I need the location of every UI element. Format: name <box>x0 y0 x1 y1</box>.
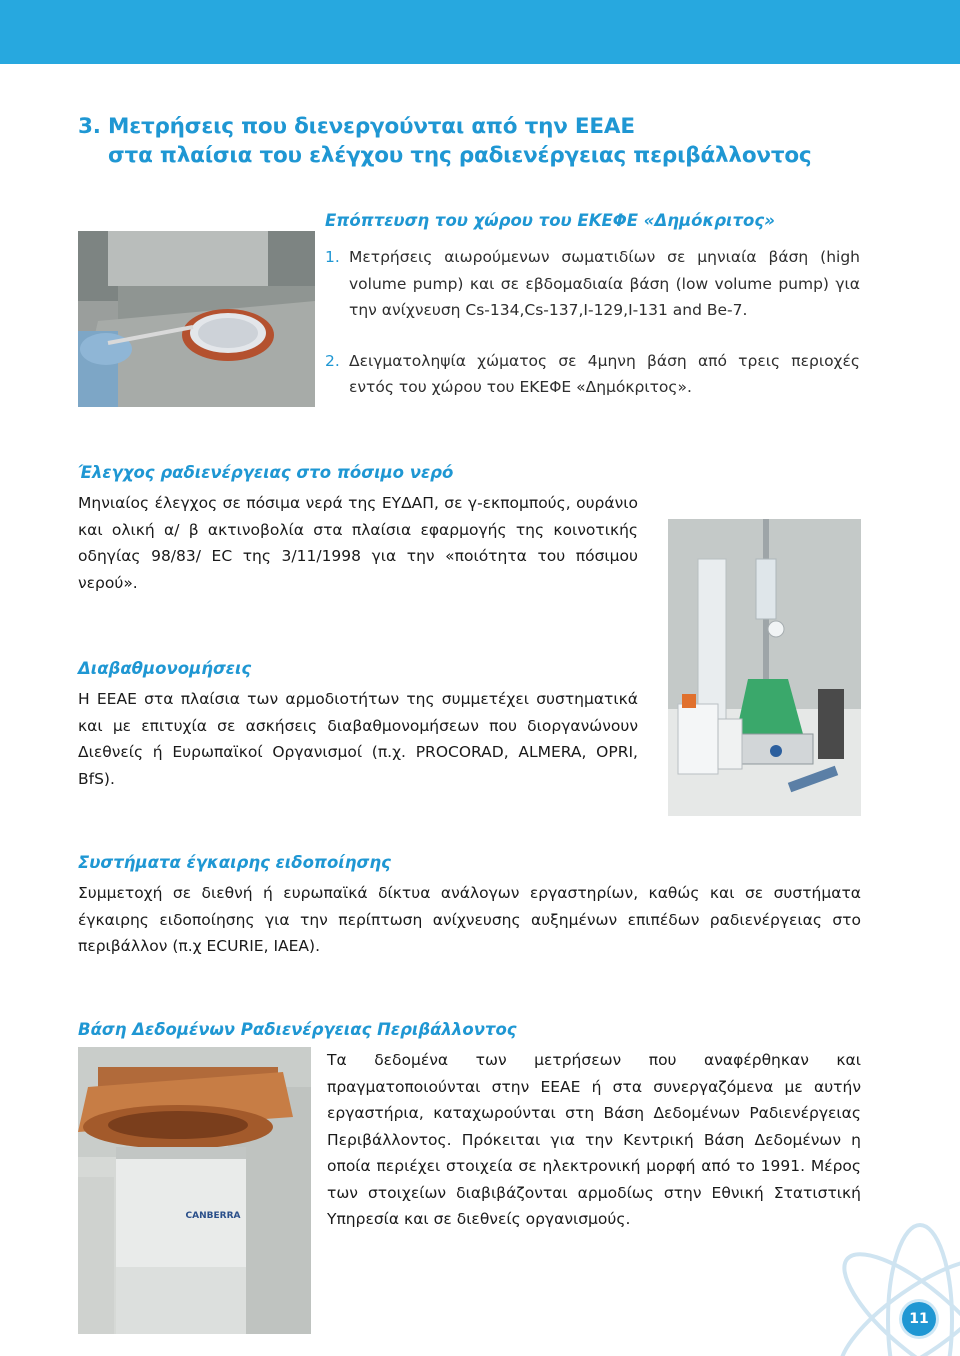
lab-glassware-photo <box>668 519 861 816</box>
list-item-text: Δειγματοληψία χώματος σε 4μηνη βάση από τρεις περιοχές εντός του χώρου του ΕΚΕΦΕ «Δημόκριτος». <box>349 351 860 396</box>
section-title-line-1: 3. Μετρήσεις που διενεργούνται από την ΕΕΑΕ <box>78 114 635 139</box>
list-item <box>325 348 860 401</box>
detector-brand-label: CANBERRA <box>185 1211 241 1221</box>
list-item <box>325 244 860 324</box>
detector-photo <box>78 1047 311 1334</box>
drinking-water-heading: Έλεγχος ραδιενέργειας στο πόσιμο νερό <box>78 463 454 482</box>
atom-decoration-icon <box>790 1180 960 1356</box>
intercomparisons-heading: Διαβαθμονομήσεις <box>78 659 252 678</box>
section-title-line-2: στα πλαίσια του ελέγχου της ραδιενέργειας περιβάλλοντος <box>108 143 812 168</box>
list-number: 1. <box>325 248 340 266</box>
top-color-bar <box>0 0 960 64</box>
database-text: Τα δεδομένα των μετρήσεων που αναφέρθηκαν και πραγματοποιούνται στην ΕΕΑΕ ή στα συνεργαζόμενα με αυτήν εργαστήρια, καταχωρούνται στη Βάση Δεδομένων Ραδιενέργειας Περιβάλλοντος. Πρόκειται για την Κεντρική Βάση Δεδομένων η οποία περιέχει στοιχεία σε ηλεκτρονική μορφή από το 1991. Μέρος των στοιχείων διαβιβάζονται αρμοδίως στην Εθνική Στατιστική Υπηρεσία και σε διεθνείς οργανισμούς. <box>327 1051 861 1228</box>
page-number-badge: 11 <box>902 1302 936 1336</box>
list-item-text: Μετρήσεις αιωρούμενων σωματιδίων σε μηνιαία βάση (high volume pump) και σε εβδομαδιαία βάση (low volume pump) για την ανίχνευση Cs-134,Cs-137,I-129,I-131 and Be-7. <box>349 248 860 319</box>
early-warning-text: Συμμετοχή σε διεθνή ή ευρωπαϊκά δίκτυα ανάλογων εργαστηρίων, καθώς και σε συστήματα έγκαιρης ειδοποίησης για την περίπτωση ανίχνευσης αυξημένων επιπέδων ραδιενέργειας στο περιβάλλον (π.χ ECURIE, IAEA). <box>78 884 861 955</box>
early-warning-heading: Συστήματα έγκαιρης ειδοποίησης <box>78 853 391 872</box>
intercomparisons-text: Η ΕΕΑΕ στα πλαίσια των αρμοδιοτήτων της συμμετέχει συστηματικά και με επιτυχία σε ασκήσεις διαβαθμονομήσεων που διοργανώνουν Διεθνείς ή Ευρωπαϊκοί Οργανισμοί (π.χ. PROCORAD, ALMERA, OPRI, BfS). <box>78 690 638 788</box>
list-number: 2. <box>325 351 340 370</box>
monitoring-list <box>325 244 860 401</box>
database-heading: Βάση Δεδομένων Ραδιενέργειας Περιβάλλοντος <box>78 1020 517 1039</box>
filter-sampling-photo <box>78 231 315 407</box>
section-title <box>78 112 811 170</box>
monitoring-heading: Επόπτευση του χώρου του ΕΚΕΦΕ «Δημόκριτος» <box>325 211 775 230</box>
drinking-water-text: Μηνιαίος έλεγχος σε πόσιμα νερά της ΕΥΔΑΠ, σε γ-εκπομπούς, ουράνιο και ολική α/ β ακτινοβολία στα πλαίσια εφαρμογής της κοινοτικής οδηγίας 98/83/ EC της 3/11/1998 για την «ποιότητα του πόσιμου νερού». <box>78 494 638 592</box>
